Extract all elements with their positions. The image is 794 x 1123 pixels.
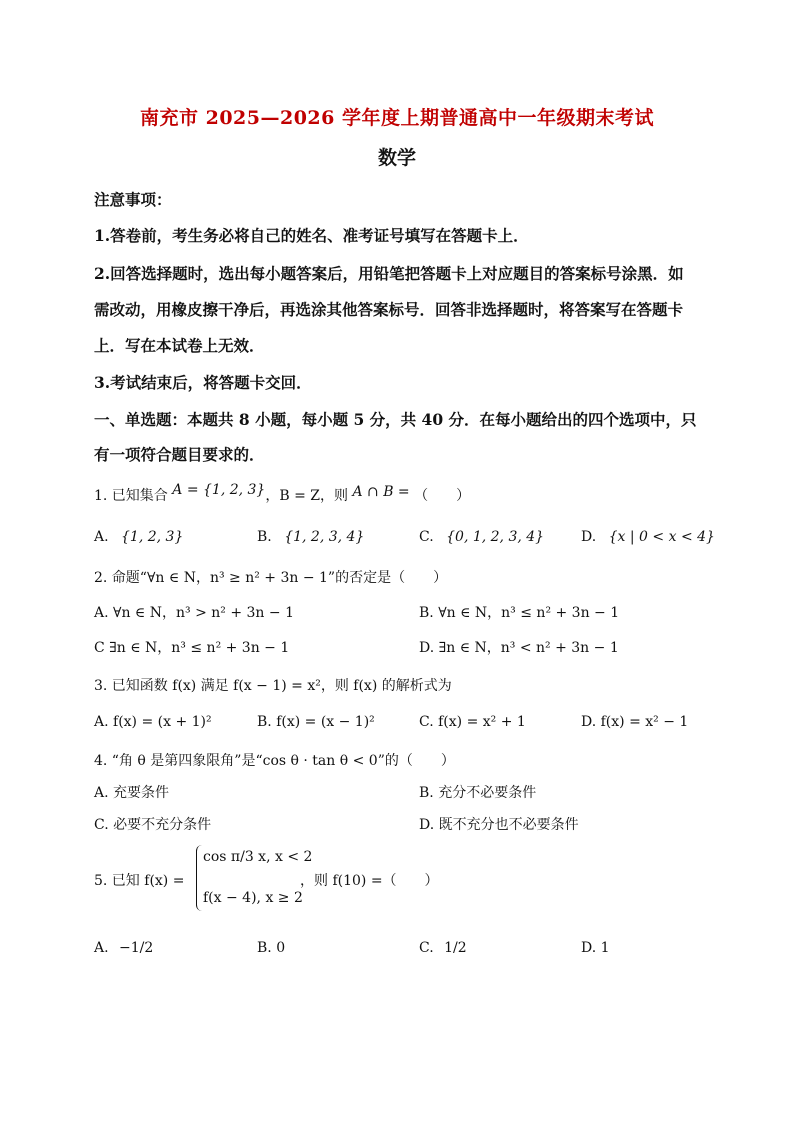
- q1-option-a: A. {1, 2, 3}: [94, 529, 184, 545]
- exam-title: 南充市 2025—2026 学年度上期普通高中一年级期末考试: [140, 107, 654, 129]
- notice-item-2-line-2: 需改动，用橡皮擦干净后，再选涂其他答案标号．回答非选择题时，将答案写在答题卡: [94, 300, 684, 319]
- piecewise-brace: [196, 845, 313, 911]
- question-5-suffix: ，则 f(10) =（ ）: [300, 873, 439, 889]
- notice-item-3: 3.考试结束后，将答题卡交回．: [94, 373, 312, 392]
- q3-option-b: B. f(x) = (x − 1)²: [257, 714, 375, 730]
- q1-option-b: B. {1, 2, 3, 4}: [257, 529, 365, 545]
- q3-option-c: C. f(x) = x² + 1: [419, 714, 526, 730]
- question-3: 3. 已知函数 f(x) 满足 f(x − 1) = x²，则 f(x) 的解析式为: [94, 678, 452, 694]
- q1-set-a: A = {1, 2, 3}: [172, 482, 266, 498]
- q1-option-d: D. {x | 0 < x < 4}: [581, 529, 715, 545]
- q4-option-c: C. 必要不充分条件: [94, 817, 212, 833]
- question-1: [94, 482, 471, 505]
- q5-option-a: A. −1/2: [94, 940, 154, 956]
- q2-option-d: D. ∃n ∈ N，n³ < n² + 3n − 1: [419, 640, 619, 656]
- q3-option-d: D. f(x) = x² − 1: [581, 714, 689, 730]
- subject-title: 数学: [377, 147, 416, 169]
- notice-item-2-line-3: 上．写在本试卷上无效．: [94, 336, 265, 355]
- q3-option-a: A. f(x) = (x + 1)²: [94, 714, 212, 730]
- section-heading-line-1: 一、单选题：本题共 8 小题，每小题 5 分，共 40 分．在每小题给出的四个选项中，只: [94, 410, 697, 429]
- q2-option-b: B. ∀n ∈ N，n³ ≤ n² + 3n − 1: [419, 605, 620, 621]
- q1-prefix: 1. 已知集合: [94, 488, 168, 504]
- q1-expression: A ∩ B =: [352, 484, 410, 500]
- q5-option-d: D. 1: [581, 940, 610, 956]
- q5-option-c: C. 1/2: [419, 940, 467, 956]
- question-2: 2. 命题“∀n ∈ N，n³ ≥ n² + 3n − 1”的否定是（ ）: [94, 570, 448, 586]
- q2-option-c: C ∃n ∈ N，n³ ≤ n² + 3n − 1: [94, 640, 290, 656]
- q1-blank: （ ）: [414, 488, 471, 504]
- q5-option-b: B. 0: [257, 940, 286, 956]
- notice-item-2-line-1: 2.回答选择题时，选出每小题答案后，用铅笔把答题卡上对应题目的答案标号涂黑．如: [94, 264, 684, 283]
- piecewise-case-2: f(x − 4), x ≥ 2: [203, 890, 303, 906]
- q4-option-b: B. 充分不必要条件: [419, 785, 537, 801]
- question-4: 4. “角 θ 是第四象限角”是“cos θ · tan θ < 0”的（ ）: [94, 753, 455, 769]
- q1-option-c: C. {0, 1, 2, 3, 4}: [419, 529, 545, 545]
- q1-set-b: ，B = Z，则: [265, 488, 348, 504]
- notice-item-1: 1.答卷前，考生务必将自己的姓名、准考证号填写在答题卡上．: [94, 226, 529, 245]
- question-5-prefix: 5. 已知 f(x) =: [94, 873, 185, 889]
- q2-option-a: A. ∀n ∈ N，n³ > n² + 3n − 1: [94, 605, 294, 621]
- q4-option-a: A. 充要条件: [94, 785, 170, 801]
- piecewise-case-1: cos π/3 x, x < 2: [203, 849, 313, 865]
- section-heading-line-2: 有一项符合题目要求的．: [94, 445, 265, 464]
- q4-option-d: D. 既不充分也不必要条件: [419, 817, 579, 833]
- notice-heading: 注意事项：: [94, 190, 172, 209]
